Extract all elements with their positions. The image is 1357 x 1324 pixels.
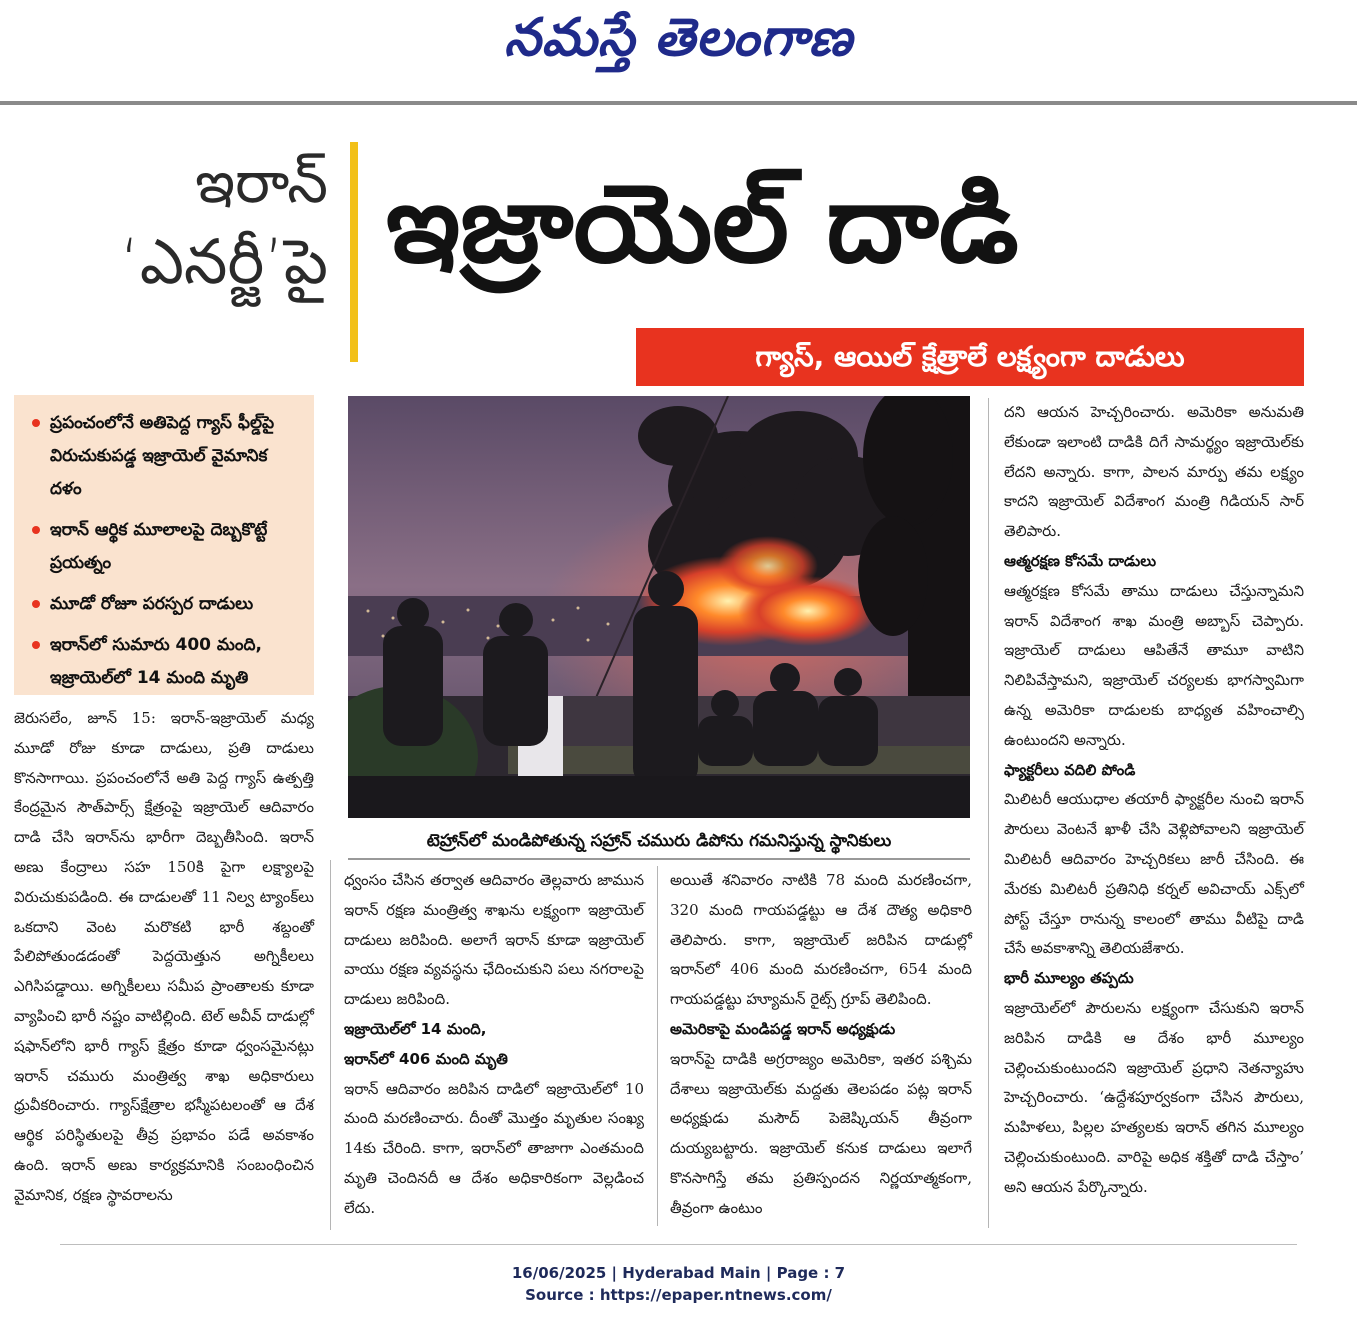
body-paragraph: ఆత్మరక్షణ కోసమే తాము దాడులు చేస్తున్నామని ఇరాన్ విదేశాంగ శాఖ మంత్రి అబ్బాస్ చెప్పారు. ఇజ్రాయెల్ దాడులు ఆపితేనే తామూ వాటిని నిలిపివేస్తామని, ఇజ్రాయెల్ చర్యలకు భాగస్వామిగా ఉన్న అమెరికా దాడులకు బాధ్యత వహించాల్సి ఉంటుందని అన్నారు.: [1004, 581, 1304, 749]
news-photo: [348, 396, 970, 818]
bullet-icon: [32, 641, 40, 649]
bullet-icon: [32, 600, 40, 608]
section-subhead: ఫ్యాక్టరీలు వదిలి పోండి: [1004, 760, 1136, 779]
article-column-1: [14, 704, 314, 1211]
highlight-text: మూడో రోజూ పరస్పర దాడులు: [50, 594, 254, 614]
highlight-text: ప్రపంచంలోనే అతిపెద్ద గ్యాస్ ఫీల్డ్‌పై విరుచుకుపడ్డ ఇజ్రాయెల్ వైమానిక దళం: [50, 413, 275, 499]
section-subhead: ఆత్మరక్షణ కోసమే దాడులు: [1004, 551, 1157, 570]
body-paragraph: జెరుసలేం, జూన్ 15: ఇరాన్-ఇజ్రాయెల్ మధ్య మూడో రోజు కూడా దాడులు, ప్రతి దాడులు కొనసాగాయి. ప్రపంచంలోనే అతి పెద్ద గ్యాస్ ఉత్పత్తి కేంద్రమైన సౌత్‌పార్స్ క్షేత్రంపై ఇజ్రాయెల్ ఆదివారం దాడి చేసి ఇరాన్‌ను భారీగా దెబ్బతీసింది. ఇరాన్ అణు కేంద్రాలు సహ 150కి పైగా లక్ష్యాలపై విరుచుకుపడింది. ఈ దాడులతో 11 నిల్వ ట్యాంక్‌లు ఒకదాని వెంట మరొకటి భారీ శబ్దంతో పేలిపోతుండడంతో పెద్దయెత్తున అగ్నికీలలు ఎగిసిపడ్డాయి. అగ్నికీలలు సమీప ప్రాంతాలకు కూడా వ్యాపించి భారీ నష్టం వాటిల్లింది. టెల్ అవీవ్ దాడుల్లో షఫాన్‌లోని భారీ గ్యాస్ క్షేత్రం కూడా ధ్వంసమైనట్లు ఇరాన్ చమురు మంత్రిత్వ శాఖ అధికారులు ధ్రువీకరించారు. గ్యాస్‌క్షేత్రాల భస్మీపటలంతో ఆ దేశ ఆర్థిక పరిస్థితులపై తీవ్ర ప్రభావం పడే అవకాశం ఉంది. ఇరాన్ అణు కార్యక్రమానికి సంబంధించిన వైమానిక, రక్షణ స్థావరాలను: [14, 709, 314, 1204]
masthead: [0, 0, 1357, 104]
highlight-item: [26, 514, 302, 580]
body-paragraph: ఇరాన్‌పై దాడికి అగ్రరాజ్యం అమెరికా, ఇతర పశ్చిమ దేశాలు ఇజ్రాయెల్‌కు మద్దతు తెలపడం పట్ల ఇరాన్ అధ్యక్షుడు మసౌద్ పెజెష్కియన్ తీవ్రంగా దుయ్యబట్టారు. ఇజ్రాయెల్ కనుక దాడులు ఇలాగే కొనసాగిస్తే తమ ప్రతిస్పందన నిర్ణయాత్మకంగా, తీవ్రంగా ఉంటుం: [670, 1049, 972, 1217]
kicker-line-2: ‘ఎనర్జీ’పై: [120, 225, 328, 298]
kicker-line-1: ఇరాన్: [195, 148, 328, 216]
column-divider: [988, 398, 989, 1228]
body-paragraph: అయితే శనివారం నాటికి 78 మంది మరణించగా, 320 మంది గాయపడ్డట్టు ఆ దేశ దౌత్య అధికారి తెలిపారు. కాగా, ఇజ్రాయెల్ జరిపిన దాడుల్లో ఇరాన్‌లో 406 మంది మరణించగా, 654 మంది గాయపడ్డట్టు హ్యూమన్ రైట్స్ గ్రూప్ తెలిపింది.: [670, 871, 972, 1009]
article-column-3: [670, 866, 972, 1224]
section-subhead: ఇజ్రాయెల్‌లో 14 మంది,: [344, 1019, 487, 1038]
article-column-2: [344, 866, 644, 1224]
section-subhead: అమెరికాపై మండిపడ్డ ఇరాన్ అధ్యక్షుడు: [670, 1019, 896, 1038]
body-paragraph: మిలిటరీ ఆయుధాల తయారీ ఫ్యాక్టరీల నుంచి ఇరాన్ పౌరులు వెంటనే ఖాళీ చేసి వెళ్లిపోవాలని ఇజ్రాయెల్ మిలిటరీ ఆదివారం హెచ్చరికలు జారీ చేసింది. ఈ మేరకు మిలిటరీ ప్రతినిధి కర్నల్ అవిచాయ్ ఎక్స్‌లో పోస్ట్ చేస్తూ రానున్న కాలంలో తాము వీటిపై దాడి చేసే అవకాశాన్ని తెలియజేశారు.: [1004, 790, 1304, 958]
highlight-item: [26, 588, 302, 621]
body-paragraph: ఇరాన్ ఆదివారం జరిపిన దాడిలో ఇజ్రాయెల్‌లో 10 మంది మరణించారు. దీంతో మొత్తం మృతుల సంఖ్య 14కు చేరింది. కాగా, ఇరాన్‌లో తాజాగా ఎంతమంది మృతి చెందినదీ ఆ దేశం అధికారికంగా వెల్లడించ లేదు.: [344, 1079, 644, 1217]
body-paragraph: దని ఆయన హెచ్చరించారు. అమెరికా అనుమతి లేకుండా ఇలాంటి దాడికి దిగే సామర్థ్యం ఇజ్రాయెల్‌కు లేదని అన్నారు. కాగా, పాలన మార్పు తమ లక్ష్యం కాదని ఇజ్రాయెల్ విదేశాంగ మంత్రి గిడియన్ సార్ తెలిపారు.: [1004, 403, 1304, 541]
article-column-4: [1004, 398, 1304, 1203]
highlight-text: ఇరాన్‌లో సుమారు 400 మంది, ఇజ్రాయెల్‌లో 14 మంది మృతి: [50, 635, 262, 688]
body-paragraph: ధ్వంసం చేసిన తర్వాత ఆదివారం తెల్లవారు జామున ఇరాన్ రక్షణ మంత్రిత్వ శాఖను లక్ష్యంగా ఇజ్రాయెల్ దాడులు జరిపింది. అలాగే ఇరాన్ కూడా ఇజ్రాయెల్ వాయు రక్షణ వ్యవస్థను ఛేదించుకుని పలు నగరాలపై దాడులు జరిపింది.: [344, 871, 644, 1009]
caption-divider: [348, 858, 970, 860]
fire-scene-image: [348, 396, 970, 818]
highlights-box: [14, 395, 314, 695]
footer-divider: [60, 1244, 1297, 1245]
column-divider: [330, 860, 331, 1230]
main-headline: ఇజ్రాయెల్ దాడి: [386, 162, 1019, 287]
highlight-item: [26, 629, 302, 695]
column-divider: [657, 866, 658, 1226]
section-subhead: భారీ మూల్యం తప్పదు: [1004, 969, 1134, 988]
newspaper-logo: నమస్తే తెలంగాణ: [504, 8, 853, 68]
headline-kicker: [18, 142, 328, 372]
highlight-item: [26, 407, 302, 506]
section-subhead: ఇరాన్‌లో 406 మంది మృతి: [344, 1049, 508, 1068]
body-paragraph: ఇజ్రాయెల్‌లో పౌరులను లక్ష్యంగా చేసుకుని ఇరాన్ జరిపిన దాడికి ఆ దేశం భారీ మూల్యం చెల్లించుకుంటుందని ఇజ్రాయెల్ ప్రధాని నెతన్యాహు హెచ్చరించారు. ‘ఉద్దేశపూర్వకంగా చేసిన పౌరులు, మహిళలు, పిల్లల హత్యలకు ఇరాన్ తగిన మూల్యం చెల్లించుకుంటుంది. వారిపై అధిక శక్తితో దాడి చేస్తాం’ అని ఆయన పేర్కొన్నారు.: [1004, 998, 1304, 1196]
highlight-text: ఇరాన్ ఆర్థిక మూలాలపై దెబ్బకొట్టే ప్రయత్నం: [50, 520, 268, 573]
bullet-icon: [32, 526, 40, 534]
bullet-icon: [32, 419, 40, 427]
page-footer: [0, 1262, 1357, 1306]
photo-caption: టెహ్రాన్‌లో మండిపోతున్న సహ్రాన్ చమురు డిపోను గమనిస్తున్న స్థానికులు: [426, 831, 892, 851]
source-link[interactable]: Source : https://epaper.ntnews.com/: [525, 1286, 832, 1304]
masthead-divider: [0, 101, 1357, 105]
accent-bar: [350, 142, 358, 362]
edition-info: 16/06/2025 | Hyderabad Main | Page : 7: [511, 1264, 846, 1282]
subheadline-strap: గ్యాస్, ఆయిల్ క్షేత్రాలే లక్ష్యంగా దాడులు: [636, 328, 1304, 386]
